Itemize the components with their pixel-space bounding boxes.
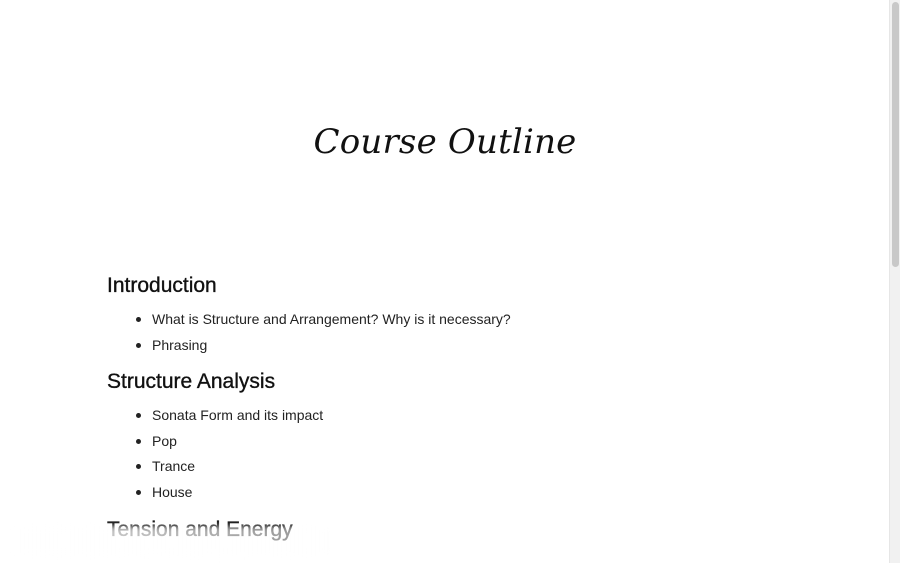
section-list (107, 403, 807, 505)
list-item (152, 403, 807, 429)
bullet-icon (136, 317, 141, 322)
section-introduction (107, 271, 807, 358)
scrollbar-thumb[interactable] (892, 2, 899, 267)
list-item-text: Trance (152, 458, 196, 475)
list-item (152, 454, 807, 480)
bullet-icon (136, 343, 141, 348)
section-list (107, 307, 807, 358)
page-title: Course Outline (313, 122, 577, 162)
list-item-text: What is Structure and Arrangement? Why is it necessary? (152, 311, 511, 327)
outline-content (107, 271, 807, 544)
vertical-scrollbar[interactable] (889, 0, 900, 563)
blurred-watermark (10, 526, 330, 556)
list-item-text: Pop (152, 432, 177, 449)
list-item (152, 307, 807, 333)
section-heading: Introduction (107, 274, 217, 297)
bullet-icon (136, 413, 141, 418)
list-item-text: Phrasing (152, 336, 208, 353)
list-item (152, 480, 807, 506)
list-item (152, 333, 807, 359)
bullet-icon (136, 464, 141, 469)
list-item (152, 429, 807, 455)
list-item-text: House (152, 483, 193, 500)
section-heading: Structure Analysis (107, 370, 276, 394)
section-structure-analysis (107, 367, 807, 505)
bullet-icon (136, 439, 141, 444)
list-item-text: Sonata Form and its impact (152, 407, 324, 424)
bullet-icon (136, 490, 141, 495)
